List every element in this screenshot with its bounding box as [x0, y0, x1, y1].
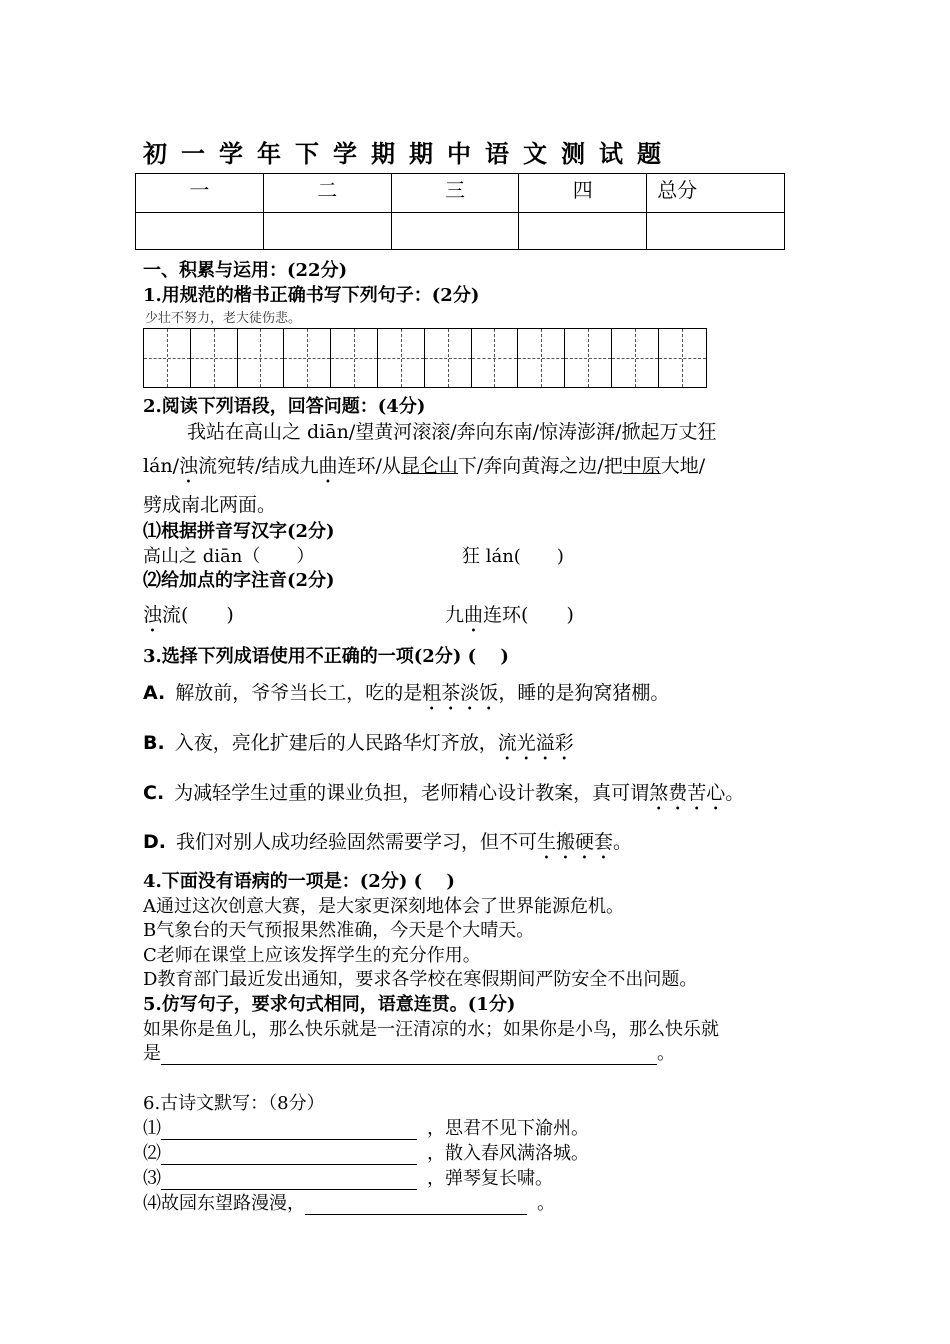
score-table-header-row [136, 174, 785, 213]
writing-grid-cell[interactable] [518, 329, 565, 387]
section-heading: 一、积累与运用：(22分) [143, 260, 348, 281]
question-4-option[interactable]: D教育部门最近发出通知，要求各学校在寒假期间严防安全不出问题。 [143, 969, 698, 990]
option-text: 我们对别人成功经验固然需要学习，但不可 [176, 831, 538, 853]
dotted-char: 浊 [179, 455, 199, 477]
option-d[interactable] [143, 827, 632, 864]
score-header-cell: 二 [263, 174, 391, 213]
answer-text: 九 [445, 604, 465, 626]
poem-item [143, 1139, 589, 1165]
writing-grid-cell[interactable] [612, 329, 659, 387]
underlined-place-name: 昆仑山 [400, 455, 458, 477]
phonetic-blank: 连环( ) [483, 604, 574, 626]
passage-text: 流宛转/结成九 [198, 455, 319, 477]
option-a[interactable] [143, 678, 669, 715]
option-text: 解放前，爷爷当长工，吃的是 [175, 682, 423, 704]
passage-line-1: 我站在高山之 diān/望黄河滚滚/奔向东南/惊涛澎湃/掀起万丈狂 [187, 421, 717, 443]
writing-grid-cell[interactable] [284, 329, 331, 387]
option-letter: A. [143, 682, 166, 704]
question-4-option[interactable]: B气象台的天气预报果然准确，今天是个大晴天。 [143, 920, 535, 941]
passage-text: 连环/从 [337, 455, 401, 477]
score-header-cell: 一 [136, 174, 264, 213]
score-table-value-row [136, 213, 785, 250]
option-letter: D. [143, 831, 166, 853]
poem-item [143, 1164, 553, 1190]
option-b[interactable] [143, 728, 574, 765]
writing-grid-cell[interactable] [191, 329, 238, 387]
item-number: ⑷ [143, 1193, 161, 1214]
writing-grid-cell[interactable] [144, 329, 191, 387]
poem-item [143, 1114, 589, 1140]
option-text: 。 [725, 782, 745, 804]
dotted-idiom: 流光溢彩 [497, 732, 574, 754]
answer-suffix: 。 [657, 1043, 675, 1064]
poem-text: ，散入春风满洛城。 [427, 1143, 589, 1164]
score-header-cell: 四 [519, 174, 647, 213]
question-2-stem: 2.阅读下列语段，回答问题：(4分) [143, 396, 426, 417]
dotted-char: 曲 [464, 604, 484, 626]
pinyin-answer-1[interactable]: 高山之 diān（ ） [143, 546, 315, 567]
question-5-line-1: 如果你是鱼儿，那么快乐就是一汪清凉的水；如果你是小鸟，那么快乐就 [143, 1019, 719, 1040]
writing-grid-cell[interactable] [238, 329, 285, 387]
phonetic-blank: 流( ) [162, 604, 234, 626]
question-2-sub-2: ⑵给加点的字注音(2分) [143, 570, 335, 591]
item-number: ⑵ [143, 1143, 161, 1164]
poem-text: ，思君不见下渝州。 [427, 1118, 589, 1139]
writing-grid-cell[interactable] [331, 329, 378, 387]
option-text: 。 [613, 831, 633, 853]
poem-text: 。 [537, 1193, 555, 1214]
item-number: ⑴ [143, 1118, 161, 1139]
poem-blank[interactable] [161, 1118, 417, 1140]
passage-line-3: 劈成南北两面。 [143, 494, 277, 516]
option-text: 入夜，亮化扩建后的人民路华灯齐放， [174, 732, 498, 754]
score-header-cell: 三 [391, 174, 519, 213]
underlined-place-name: 中原 [622, 455, 661, 477]
score-table [135, 173, 785, 250]
poem-blank[interactable] [161, 1143, 417, 1165]
question-1-sentence: 少壮不努力，老大徒伤悲。 [145, 311, 302, 326]
writing-grid-cell[interactable] [565, 329, 612, 387]
option-text: ，睡的是狗窝猪棚。 [498, 682, 670, 704]
poem-blank[interactable] [305, 1193, 527, 1215]
passage-text: 大地/ [660, 455, 706, 477]
poem-item [143, 1189, 555, 1215]
answer-prefix: 是 [143, 1043, 161, 1064]
dotted-char: 浊 [143, 604, 163, 626]
phonetic-answer-1[interactable] [143, 600, 234, 637]
question-3-stem: 3.选择下列成语使用不正确的一项(2分) ( ) [143, 646, 509, 667]
page-title: 初一学年下学期期中语文测试题 [143, 139, 675, 168]
question-4-option[interactable]: A通过这次创意大赛，是大家更深刻地体会了世界能源危机。 [143, 896, 624, 917]
question-5-line-2 [143, 1039, 675, 1065]
option-letter: B. [143, 732, 165, 754]
poem-text: 故园东望路漫漫， [161, 1193, 305, 1214]
passage-text: lán/ [143, 455, 180, 477]
dotted-idiom: 粗茶淡饭 [422, 682, 499, 704]
option-letter: C. [143, 782, 165, 804]
score-value-cell[interactable] [391, 213, 519, 250]
question-6-stem: 6.古诗文默写：（8分） [143, 1093, 325, 1114]
phonetic-answer-2[interactable] [445, 600, 574, 637]
score-value-cell[interactable] [647, 213, 785, 250]
question-1-stem: 1.用规范的楷书正确书写下列句子：(2分) [143, 285, 480, 306]
pinyin-answer-2[interactable]: 狂 lán( ) [462, 546, 564, 567]
score-value-cell[interactable] [136, 213, 264, 250]
score-value-cell[interactable] [519, 213, 647, 250]
writing-grid-cell[interactable] [425, 329, 472, 387]
score-value-cell[interactable] [263, 213, 391, 250]
writing-grid-cell[interactable] [378, 329, 425, 387]
passage-text: 下/奔向黄海之边/把 [457, 455, 623, 477]
answer-blank[interactable] [161, 1043, 657, 1065]
question-2-sub-1: ⑴根据拼音写汉字(2分) [143, 521, 335, 542]
poem-text: ，弹琴复长啸。 [427, 1168, 553, 1189]
writing-grid-cell[interactable] [472, 329, 519, 387]
score-header-cell: 总分 [647, 174, 785, 213]
writing-grid-cell[interactable] [659, 329, 706, 387]
item-number: ⑶ [143, 1168, 161, 1189]
writing-grid[interactable] [143, 328, 707, 388]
question-5-stem: 5.仿写句子，要求句式相同，语意连贯。(1分) [143, 994, 516, 1015]
question-4-option[interactable]: C老师在课堂上应该发挥学生的充分作用。 [143, 945, 481, 966]
question-4-stem: 4.下面没有语病的一项是：(2分) ( ) [143, 871, 455, 892]
dotted-idiom: 煞费苦心 [649, 782, 726, 804]
option-text: 为减轻学生过重的课业负担，老师精心设计教案，真可谓 [174, 782, 650, 804]
option-c[interactable] [143, 778, 744, 815]
poem-blank[interactable] [161, 1168, 417, 1190]
dotted-char: 曲 [318, 455, 338, 477]
dotted-idiom: 生搬硬套 [537, 831, 614, 853]
passage-line-2 [143, 451, 705, 488]
